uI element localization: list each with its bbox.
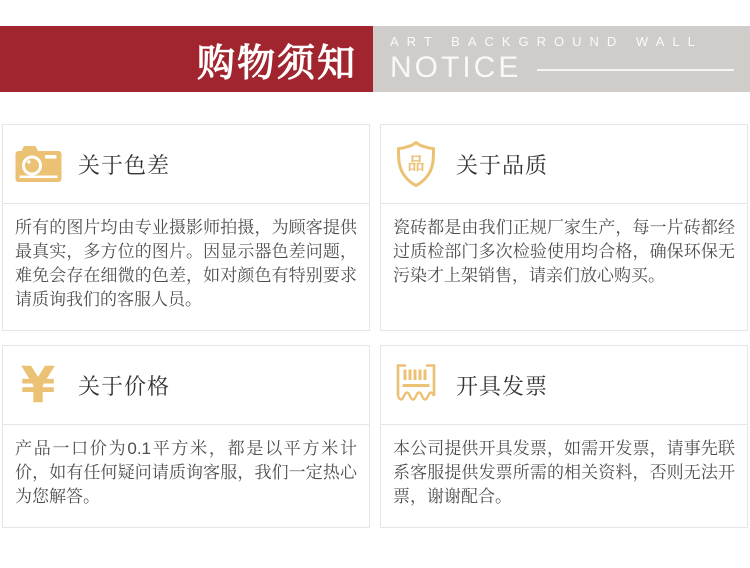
banner-decorative-line <box>537 69 734 71</box>
card-body-text: 所有的图片均由专业摄影师拍摄，为顾客提供最真实，多方位的图片。因显示器色差问题，难免会存在细微的色差，如对颜色有特别要求请质询我们的客服人员。 <box>15 218 357 309</box>
svg-text:品: 品 <box>407 154 425 175</box>
card-header <box>3 125 369 204</box>
card-header <box>3 346 369 425</box>
card-quality <box>380 124 748 331</box>
card-body-text: 瓷砖都是由我们正规厂家生产，每一片砖都经过质检部门多次检验使用均合格，确保环保无污染才上架销售，请亲们放心购买。 <box>393 218 735 285</box>
card-title: 关于品质 <box>456 152 549 178</box>
notice-cards-grid <box>2 124 748 528</box>
card-header <box>381 346 747 425</box>
invoice-receipt-icon <box>391 361 441 409</box>
banner-notice-text: NOTICE <box>390 51 522 84</box>
card-title: 关于价格 <box>78 373 171 399</box>
card-body-text: 产品一口价为0.1平方米，都是以平方米计价，如有任何疑问请质询客服，我们一定热心为您解答。 <box>15 439 357 506</box>
card-header <box>381 125 747 204</box>
card-invoice <box>380 345 748 528</box>
banner-title-block <box>0 26 373 92</box>
card-color-difference <box>2 124 370 331</box>
card-body-text: 本公司提供开具发票，如需开发票，请事先联系客服提供发票所需的相关资料，否则无法开票，谢谢配合。 <box>393 439 735 506</box>
header-banner <box>0 26 750 92</box>
banner-tagline: ART BACKGROUND WALL <box>390 34 703 49</box>
card-title: 关于色差 <box>78 152 171 178</box>
yuan-symbol-icon: ¥ <box>20 356 56 414</box>
card-price <box>2 345 370 528</box>
banner-subtitle-block <box>373 26 750 92</box>
card-title: 开具发票 <box>456 373 549 399</box>
page-title: 购物须知 <box>196 42 357 85</box>
camera-icon <box>13 140 63 188</box>
quality-shield-icon <box>391 140 441 188</box>
